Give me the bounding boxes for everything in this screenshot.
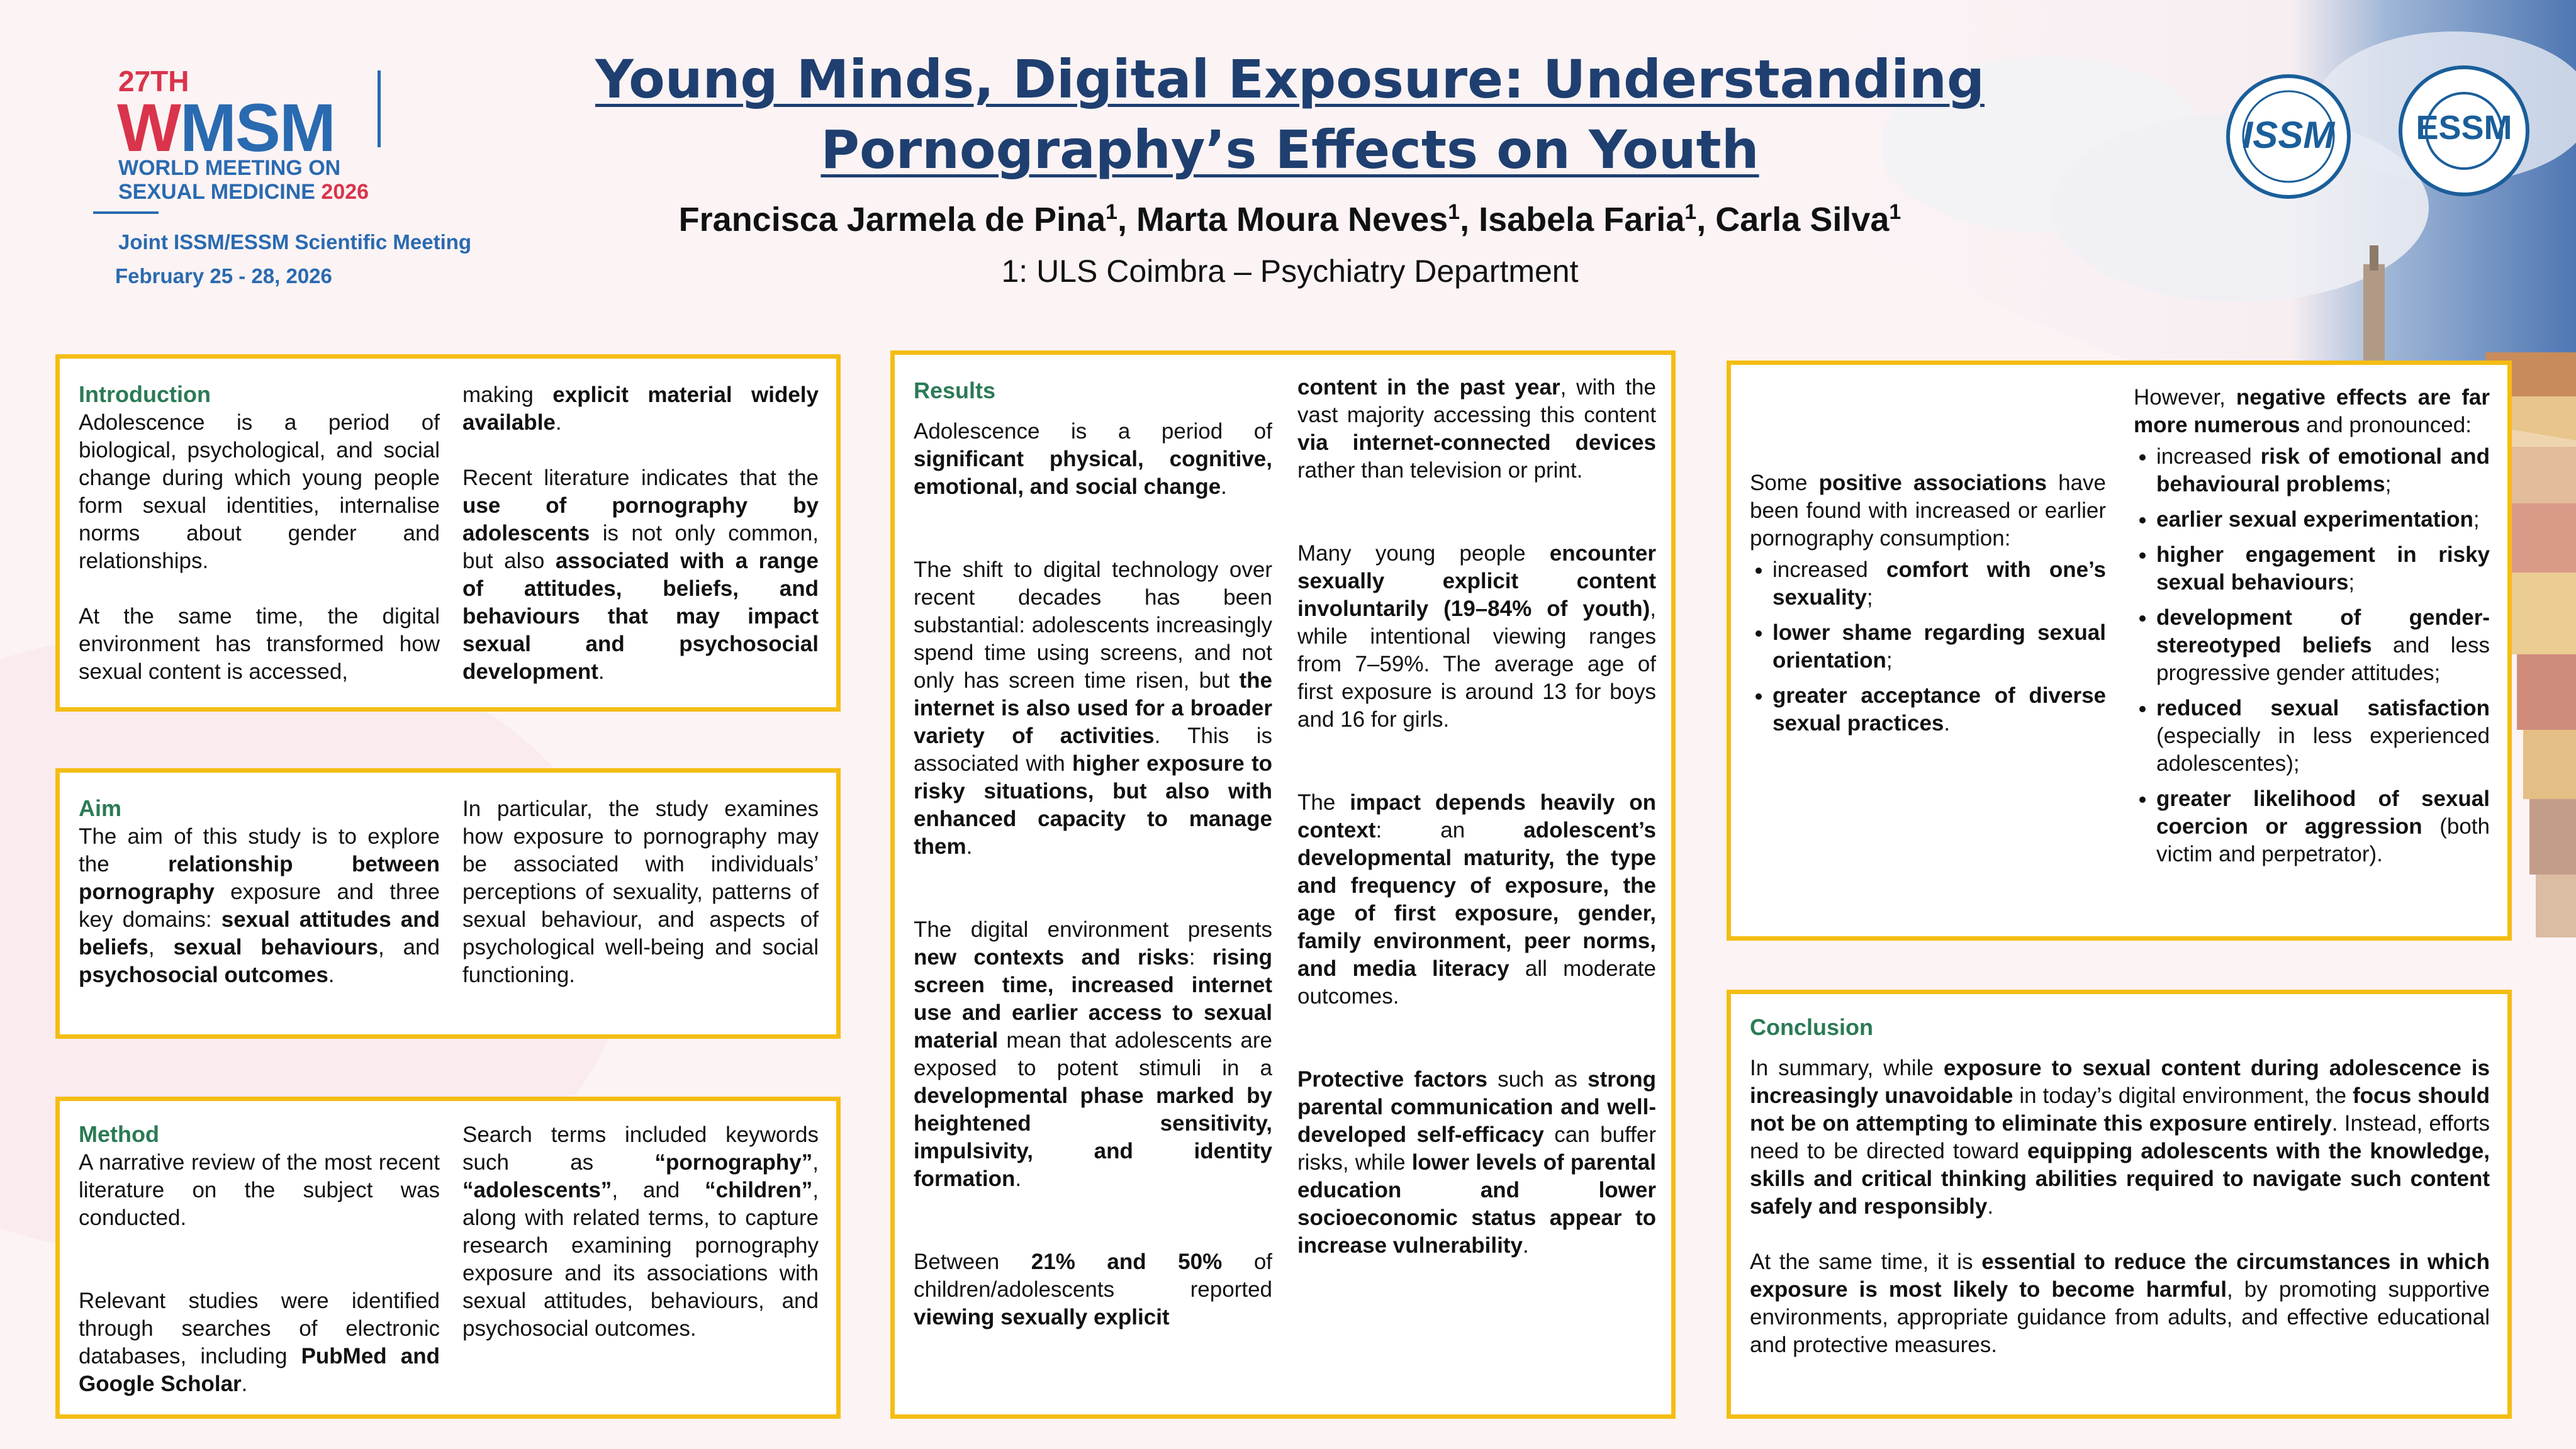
positive-intro: Some positive associations have been found with increased or earlier pornography consumption: <box>1750 471 2107 551</box>
results-heading: Results <box>914 378 996 403</box>
author-4: Carla Silva <box>1715 201 1890 238</box>
logo-acronym-rest: MSM <box>179 89 335 165</box>
author-2: Marta Moura Neves <box>1136 201 1448 238</box>
negative-item: • earlier sexual experimentation; <box>2156 506 2490 534</box>
author-1-mark: 1 <box>1106 200 1117 224</box>
positive-associations <box>1750 469 2106 745</box>
conclusion-p2: At the same time, it is essential to reduce the circumstances in which exposure is most likely to become harmful, by promoting supportive environments, appropriate guidance from adults, and effective educational and protective measures. <box>1750 1250 2490 1357</box>
logo-edition: 27TH <box>118 65 189 98</box>
introduction-heading: Introduction <box>79 381 211 407</box>
author-3-mark: 1 <box>1684 200 1697 224</box>
poster-title-line1: Young Minds, Digital Exposure: Understanding <box>595 48 1985 110</box>
author-4-mark: 1 <box>1889 200 1901 224</box>
negative-intro: However, negative effects are far more numerous and pronounced: <box>2134 385 2490 437</box>
results-p6: Many young people encounter sexually explicit content involuntarily (19–84% of youth), while intentional viewing ranges from 7–59%. The average age of first exposure is around 13 for boys and 16 for girls. <box>1297 541 1656 732</box>
introduction-col-2 <box>462 381 819 686</box>
method-heading: Method <box>79 1121 159 1147</box>
positive-item: • lower shame regarding sexual orientation; <box>1772 619 2106 674</box>
logo-joint-meeting: Joint ISSM/ESSM Scientific Meeting <box>118 230 472 254</box>
introduction-col-1 <box>79 409 440 686</box>
results-p3: The digital environment presents new contexts and risks: rising screen time, increased internet use and earlier access to sexual material mean that adolescents are exposed to potent stimuli in a developmental phase marked by heightened sensitivity, impulsivity, and identity formation. <box>914 917 1272 1191</box>
issm-seal-ring <box>2230 78 2347 195</box>
negative-list <box>2134 443 2490 868</box>
introduction-p4: Recent literature indicates that the use of pornography by adolescents is not only common, but also associated with a range of attitudes, beliefs, and behaviours that may impact sexual and psychosocial development. <box>462 466 819 684</box>
method-box <box>55 1097 841 1419</box>
negative-item: • greater likelihood of sexual coercion or aggression (both victim and perpetrator). <box>2156 785 2490 868</box>
author-1: Francisca Jarmela de Pina <box>678 201 1106 238</box>
aim-col-2 <box>462 795 819 989</box>
aim-box <box>55 768 841 1039</box>
author-2-mark: 1 <box>1448 200 1460 224</box>
method-p2: Relevant studies were identified through searches of electronic databases, including PubMed and Google Scholar. <box>79 1289 440 1396</box>
results-p7: The impact depends heavily on context: an adolescent’s developmental maturity, the type and frequency of exposure, the age of first exposure, gender, family environment, peer norms, and media literacy all moderate outcomes. <box>1297 790 1656 1009</box>
positive-list <box>1750 556 2106 737</box>
essm-seal-acronym: ESSM <box>2416 109 2512 147</box>
method-p3: Search terms included keywords such as “pornography”, “adolescents”, and “children”, along with related terms, to capture research examining pornography exposure and its associations with sexual attitudes, behaviours, and psychosocial outcomes. <box>462 1122 819 1341</box>
negative-item: • reduced sexual satisfaction (especially in less experienced adolescentes); <box>2156 695 2490 778</box>
results-p2: The shift to digital technology over recent decades has been substantial: adolescents increasingly spend time using screens, and not only has screen time risen, but the internet is also used for a broader variety of activities. This is associated with higher exposure to risky situations, but also with enhanced capacity to manage them. <box>914 557 1272 859</box>
introduction-p1: Adolescence is a period of biological, psychological, and social change during which young people form sexual identities, internalise norms about gender and relationships. <box>79 410 440 573</box>
results-p4: Between 21% and 50% of children/adolescents reported viewing sexually explicit <box>914 1250 1273 1329</box>
poster-title <box>566 44 2013 185</box>
logo-divider <box>378 70 381 147</box>
positive-item: • increased comfort with one’s sexuality; <box>1772 556 2106 612</box>
aim-p2: In particular, the study examines how exposure to pornography may be associated with individuals’ perceptions of sexuality, patterns of sexual behaviour, and aspects of psychological well-being and social functioning. <box>462 797 819 987</box>
introduction-box <box>55 354 841 712</box>
conclusion-heading: Conclusion <box>1750 1014 1873 1040</box>
essm-seal-ring <box>2402 69 2526 193</box>
method-col-1 <box>79 1149 440 1398</box>
positive-item: • greater acceptance of diverse sexual practices. <box>1772 682 2106 737</box>
conclusion-text <box>1750 1055 2490 1359</box>
negative-item: • increased risk of emotional and behavioural problems; <box>2156 443 2490 498</box>
negative-item: • development of gender-stereotyped beliefs and less progressive gender attitudes; <box>2156 604 2490 687</box>
logo-subtitle-line2 <box>118 180 369 204</box>
results-p1: Adolescence is a period of significant physical, cognitive, emotional, and social change. <box>914 419 1272 499</box>
logo-subtitle-line2-text: SEXUAL MEDICINE <box>118 180 322 204</box>
method-p1: A narrative review of the most recent literature on the subject was conducted. <box>79 1150 440 1230</box>
logo-dates: February 25 - 28, 2026 <box>115 264 332 288</box>
logo-subtitle <box>118 156 369 204</box>
method-col-2 <box>462 1121 819 1343</box>
poster-title-line2: Pornography’s Effects on Youth <box>820 119 1759 181</box>
introduction-p3: making explicit material widely available. <box>462 383 819 435</box>
results-box <box>890 350 1676 1419</box>
logo-year: 2026 <box>321 180 369 204</box>
issm-seal-acronym: ISSM <box>2242 114 2335 156</box>
results-p5: content in the past year, with the vast majority accessing this content via internet-connected devices rather than television or print. <box>1297 375 1656 483</box>
results-col-1 <box>914 418 1272 1331</box>
logo-rule <box>93 211 159 214</box>
logo-acronym <box>117 88 335 167</box>
essm-seal <box>2399 65 2529 196</box>
conclusion-p1: In summary, while exposure to sexual content during adolescence is increasingly unavoidable in today’s digital environment, the focus should not be on attempting to eliminate this exposure entirely. Instead, efforts need to be directed toward equipping adolescents with the knowledge, skills and critical thinking abilities required to navigate such content safely and responsibly. <box>1750 1056 2490 1219</box>
logo-subtitle-line1: WORLD MEETING ON <box>118 156 341 180</box>
associations-box <box>1727 361 2512 941</box>
author-list: Francisca Jarmela de Pina$^1$, Marta Moura Neves$^1$, Isabela Faria$^1$, Carla Silva$^1$ <box>678 200 1901 238</box>
author-3: Isabela Faria <box>1479 201 1685 238</box>
results-col-2 <box>1297 374 1656 1260</box>
aim-col-1 <box>79 823 440 989</box>
logo-acronym-w: W <box>117 89 180 165</box>
negative-item: • higher engagement in risky sexual behaviours; <box>2156 541 2490 596</box>
results-p8: Protective factors such as strong parental communication and well-developed self-efficacy can buffer risks, while lower levels of parental education and lower socioeconomic status appear to increase vulnerability. <box>1297 1067 1657 1258</box>
aim-heading: Aim <box>79 795 122 821</box>
introduction-p2: At the same time, the digital environment has transformed how sexual content is accessed, <box>79 604 440 684</box>
negative-effects <box>2134 384 2490 876</box>
issm-seal <box>2226 74 2351 199</box>
aim-p1: The aim of this study is to explore the relationship between pornography exposure and three key domains: sexual attitudes and beliefs, sexual behaviours, and psychosocial outcomes. <box>79 824 440 987</box>
affiliation: 1: ULS Coimbra – Psychiatry Department <box>1001 254 1579 289</box>
conclusion-box <box>1727 990 2512 1419</box>
